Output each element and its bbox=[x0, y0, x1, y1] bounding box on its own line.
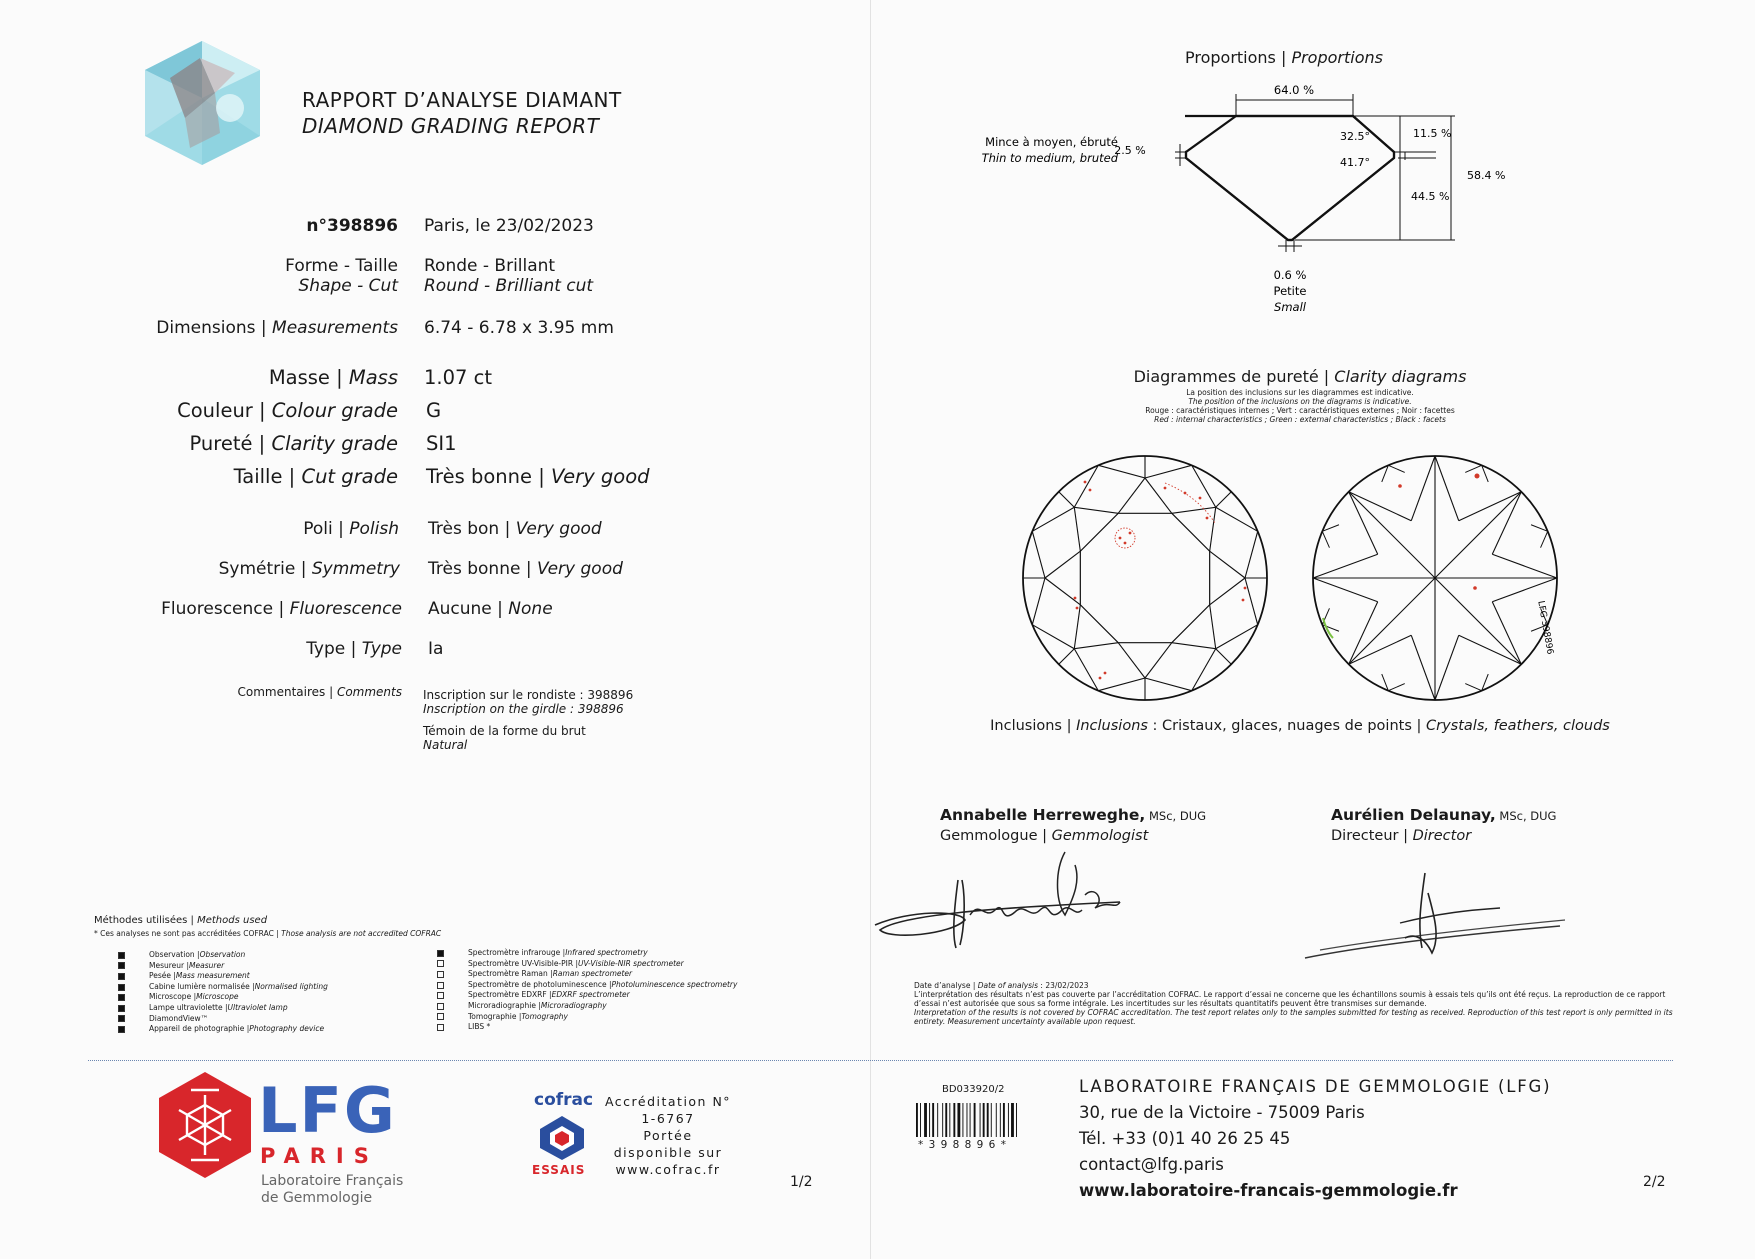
method-item: Spectromètre de photoluminescence | Photoluminescence spectrometry bbox=[437, 980, 737, 991]
inclusion-mark bbox=[1199, 497, 1202, 500]
inclusion-mark bbox=[1089, 489, 1092, 492]
facet-line bbox=[1245, 531, 1258, 578]
table-facet bbox=[1080, 513, 1209, 642]
type-label: Type | Type bbox=[306, 639, 402, 659]
lfg-logo-subtitle: Laboratoire Français de Gemmologie bbox=[261, 1173, 404, 1206]
facet-line bbox=[1032, 578, 1045, 625]
lfg-logo-city: PARIS bbox=[260, 1144, 379, 1168]
facet-line bbox=[1210, 507, 1216, 551]
methods-list-right bbox=[437, 948, 737, 1033]
signatory-2: Aurélien Delaunay, MSc, DUG Directeur | Director bbox=[1331, 806, 1557, 844]
facet-line bbox=[1313, 578, 1378, 602]
facet-line bbox=[1145, 643, 1172, 678]
symmetry-label: Symétrie | Symmetry bbox=[218, 559, 400, 579]
method-item: Appareil de photographie | Photography device bbox=[118, 1024, 328, 1035]
shape-value: Ronde - Brillant Round - Brilliant cut bbox=[424, 256, 594, 296]
culet-pct: 0.6 % bbox=[1273, 268, 1307, 282]
facet-line bbox=[1045, 551, 1080, 578]
barcode-bar bbox=[924, 1103, 927, 1137]
inclusion-mark bbox=[1473, 586, 1477, 590]
barcode-bar bbox=[932, 1103, 934, 1137]
cut-grade-label: Taille | Cut grade bbox=[233, 465, 398, 488]
checked-box-icon bbox=[118, 1015, 125, 1022]
facet-line bbox=[1045, 578, 1080, 605]
pavilion-angle: 41.7° bbox=[1340, 156, 1370, 169]
barcode-text: * 3 9 8 8 9 6 * bbox=[918, 1139, 1007, 1151]
polish-value: Très bon | Very good bbox=[428, 519, 602, 539]
cofrac-accreditation: Accréditation N° 1-6767 Portée disponible sur www.cofrac.fr bbox=[604, 1094, 732, 1177]
facet-line bbox=[1216, 649, 1232, 665]
symmetry-value: Très bonne | Very good bbox=[428, 559, 623, 579]
checked-box-icon bbox=[118, 994, 125, 1001]
facet-line bbox=[1435, 635, 1459, 700]
facet-line bbox=[1349, 492, 1412, 521]
polish-label: Poli | Polish bbox=[303, 519, 399, 539]
facet-line bbox=[1118, 643, 1145, 678]
barcode bbox=[915, 1103, 1040, 1139]
facet-line bbox=[1145, 478, 1172, 513]
facet-line bbox=[1465, 465, 1481, 472]
inclusion-mark bbox=[1242, 599, 1245, 602]
measurements-value: 6.74 - 6.78 x 3.95 mm bbox=[424, 318, 614, 338]
barcode-bar bbox=[929, 1103, 930, 1137]
barcode-bar bbox=[962, 1103, 963, 1137]
checked-box-icon bbox=[118, 962, 125, 969]
facet-line bbox=[1492, 602, 1521, 665]
facet-line bbox=[1145, 678, 1192, 691]
barcode-bar bbox=[949, 1103, 950, 1137]
signature-1 bbox=[870, 840, 1150, 950]
facet-line bbox=[1322, 531, 1329, 547]
proportions-title: Proportions | Proportions bbox=[1185, 48, 1383, 67]
barcode-bar bbox=[957, 1103, 960, 1137]
inclusion-mark bbox=[1076, 607, 1079, 610]
barcode-bar bbox=[1003, 1103, 1005, 1137]
facet-line bbox=[1349, 492, 1435, 578]
empty-box-icon bbox=[437, 971, 444, 978]
facet-line bbox=[1216, 492, 1232, 508]
girdle-inscription: LFG 398896 bbox=[1535, 600, 1555, 656]
facet-line bbox=[1492, 554, 1557, 578]
type-value: Ia bbox=[428, 639, 444, 659]
inclusion-mark bbox=[1124, 542, 1127, 545]
method-item: LIBS * bbox=[437, 1022, 737, 1033]
mass-label: Masse | Mass bbox=[268, 366, 398, 389]
pavilion-depth: 44.5 % bbox=[1411, 190, 1450, 203]
culet-fr: Petite bbox=[1273, 284, 1307, 298]
facet-line bbox=[1492, 578, 1557, 602]
method-item: DiamondView™ bbox=[118, 1014, 328, 1025]
facet-line bbox=[1459, 635, 1522, 664]
method-item: Spectromètre infrarouge | Infrared spectrometry bbox=[437, 948, 737, 959]
total-depth: 58.4 % bbox=[1467, 169, 1506, 182]
proportions-diagram bbox=[960, 80, 1520, 320]
colour-label: Couleur | Colour grade bbox=[177, 399, 398, 422]
crown-angle: 32.5° bbox=[1340, 130, 1370, 143]
facet-line bbox=[1435, 492, 1521, 578]
empty-box-icon bbox=[437, 960, 444, 967]
facet-line bbox=[1210, 551, 1245, 578]
lab-name: LABORATOIRE FRANÇAIS DE GEMMOLOGIE (LFG) bbox=[1079, 1077, 1552, 1096]
method-item: Microradiographie | Microradiography bbox=[437, 1001, 737, 1012]
facet-line bbox=[1411, 456, 1435, 521]
clarity-title: Diagrammes de pureté | Clarity diagrams bbox=[1133, 367, 1467, 386]
barcode-bar bbox=[974, 1103, 976, 1137]
facet-line bbox=[1118, 478, 1145, 513]
method-item: Tomographie | Tomography bbox=[437, 1012, 737, 1023]
facet-line bbox=[1435, 578, 1521, 664]
method-item: Cabine lumière normalisée | Normalised lighting bbox=[118, 982, 328, 993]
checked-box-icon bbox=[118, 984, 125, 991]
inclusion-mark bbox=[1119, 537, 1122, 540]
barcode-bar bbox=[991, 1103, 992, 1137]
empty-box-icon bbox=[437, 1003, 444, 1010]
crown-diagram bbox=[1015, 448, 1275, 708]
page-number-left: 1/2 bbox=[790, 1174, 813, 1190]
barcode-bar bbox=[983, 1103, 985, 1137]
comments-values: Inscription sur le rondiste : 398896 Inscription on the girdle : 398896 Témoin de la forme du brut Natural bbox=[423, 688, 634, 752]
barcode-bar bbox=[953, 1103, 955, 1137]
clarity-notes: La position des inclusions sur les diagrammes est indicative. The position of the inclusions on the diagrams is indicative. Rouge : caractéristiques internes ; Vert : caractéristiques externes ; Noir : facettes Red : internal characteristics ; Green : external characteristics ; Black : facets bbox=[1145, 388, 1455, 424]
cofrac-brand: cofrac bbox=[534, 1090, 594, 1110]
facet-line bbox=[1172, 507, 1216, 513]
checked-box-icon bbox=[118, 952, 125, 959]
table-pct: 64.0 % bbox=[1273, 83, 1315, 97]
empty-box-icon bbox=[437, 992, 444, 999]
method-item: Spectromètre EDXRF | EDXRF spectrometer bbox=[437, 990, 737, 1001]
report-title-fr: RAPPORT D’ANALYSE DIAMANT bbox=[302, 88, 622, 112]
method-item: Microscope | Microscope bbox=[118, 992, 328, 1003]
fluorescence-label: Fluorescence | Fluorescence bbox=[161, 599, 402, 619]
facet-line bbox=[1349, 578, 1435, 664]
checked-box-icon bbox=[437, 950, 444, 957]
footer-divider bbox=[88, 1060, 1673, 1061]
signature-2 bbox=[1300, 868, 1570, 968]
girdle-pct: 2.5 % bbox=[1114, 144, 1146, 157]
inclusion-mark bbox=[1104, 672, 1107, 675]
diamond-hologram-icon bbox=[140, 38, 265, 168]
barcode-bar bbox=[1008, 1103, 1009, 1137]
colour-value: G bbox=[426, 399, 442, 422]
lab-email[interactable]: contact@lfg.paris bbox=[1079, 1155, 1224, 1174]
facet-line bbox=[1349, 492, 1378, 555]
facet-line bbox=[1465, 684, 1481, 691]
method-item: Lampe ultraviolette | Ultraviolet lamp bbox=[118, 1003, 328, 1014]
facet-line bbox=[1074, 507, 1080, 551]
shape-label: Forme - Taille Shape - Cut bbox=[285, 256, 398, 296]
cofrac-logo-icon bbox=[534, 1112, 590, 1162]
methods-list-left bbox=[118, 950, 328, 1035]
comments-label: Commentaires | Comments bbox=[237, 685, 402, 699]
girdle-desc-fr: Mince à moyen, ébruté bbox=[985, 135, 1118, 149]
facet-line bbox=[1313, 554, 1378, 578]
methods-title: Méthodes utilisées | Methods used bbox=[94, 915, 268, 926]
report-number: n°398896 bbox=[306, 216, 398, 236]
empty-box-icon bbox=[437, 982, 444, 989]
empty-box-icon bbox=[437, 1024, 444, 1031]
barcode-bar bbox=[967, 1103, 968, 1137]
facet-line bbox=[1349, 635, 1412, 664]
method-item: Pesée | Mass measurement bbox=[118, 971, 328, 982]
barcode-bar bbox=[1000, 1103, 1001, 1137]
facet-line bbox=[1059, 492, 1075, 508]
inclusion-mark bbox=[1475, 474, 1480, 479]
facet-line bbox=[1172, 643, 1216, 649]
report-place-date: Paris, le 23/02/2023 bbox=[424, 216, 594, 236]
method-item: Spectromètre Raman | Raman spectrometer bbox=[437, 969, 737, 980]
inclusions-line: Inclusions | Inclusions : Cristaux, glaces, nuages de points | Crystals, feathers, clouds bbox=[990, 718, 1610, 734]
facet-line bbox=[1145, 465, 1192, 478]
page-fold bbox=[870, 0, 871, 1259]
facet-line bbox=[1459, 492, 1522, 521]
methods-note: * Ces analyses ne sont pas accréditées COFRAC | Those analysis are not accredited COFRAC bbox=[94, 929, 442, 938]
page-number-right: 2/2 bbox=[1643, 1174, 1666, 1190]
lab-website[interactable]: www.laboratoire-francais-gemmologie.fr bbox=[1079, 1181, 1458, 1200]
cut-grade-value: Très bonne | Very good bbox=[426, 465, 650, 488]
facet-line bbox=[1074, 605, 1080, 649]
inclusion-mark bbox=[1206, 517, 1209, 520]
barcode-bar bbox=[942, 1103, 943, 1137]
cofrac-essais: ESSAIS bbox=[532, 1163, 586, 1177]
method-item: Spectromètre UV-Visible-PIR | UV-Visible-NIR spectrometer bbox=[437, 959, 737, 970]
barcode-bar bbox=[970, 1103, 971, 1137]
barcode-bar bbox=[937, 1103, 938, 1137]
checked-box-icon bbox=[118, 973, 125, 980]
culet-en: Small bbox=[1274, 300, 1306, 314]
facet-line bbox=[1032, 531, 1045, 578]
facet-line bbox=[1435, 456, 1459, 521]
facet-line bbox=[1388, 684, 1404, 691]
facet-line bbox=[1349, 602, 1378, 665]
barcode-id: BD033920/2 bbox=[942, 1084, 1005, 1095]
fluorescence-value: Aucune | None bbox=[428, 599, 553, 619]
method-item: Mesureur | Measurer bbox=[118, 961, 328, 972]
barcode-bar bbox=[1016, 1103, 1017, 1137]
facet-line bbox=[1245, 578, 1258, 625]
method-item: Observation | Observation bbox=[118, 950, 328, 961]
barcode-bar bbox=[1011, 1103, 1014, 1137]
facet-line bbox=[1388, 465, 1404, 472]
facet-line bbox=[1098, 678, 1145, 691]
empty-box-icon bbox=[437, 1013, 444, 1020]
clarity-label: Pureté | Clarity grade bbox=[189, 432, 398, 455]
legal-text: Date d’analyse | Date of analysis : 23/02/2023 L’interprétation des résultats n’est pas couverte par l’accréditation COFRAC. Le rapport d’essai ne concerne que les échantillons soumis à essais tels qu’ils ont été reçus. La reproduction de ce rapport d’essai n’est autorisée que sous sa forme intégrale. Les incertitudes sur les résultats quantitatifs peuvent être transmises sur demande. Interpretation of the results is not covered by COFRAC accreditation. The test report relates only to the samples submitted for testing as received. Reproduction of this test report is only permitted in its entirety. Measurement uncertainty available upon request. bbox=[914, 981, 1673, 1026]
barcode-bar bbox=[996, 1103, 997, 1137]
barcode-bar bbox=[916, 1103, 918, 1137]
inclusion-mark bbox=[1084, 481, 1087, 484]
signatory-1: Annabelle Herreweghe, MSc, DUG Gemmologue | Gemmologist bbox=[940, 806, 1207, 844]
checked-box-icon bbox=[118, 1005, 125, 1012]
facet-line bbox=[1411, 635, 1435, 700]
measurements-label: Dimensions | Measurements bbox=[156, 318, 398, 338]
barcode-bar bbox=[945, 1103, 947, 1137]
checked-box-icon bbox=[118, 1026, 125, 1033]
facet-line bbox=[1098, 465, 1145, 478]
lfg-logo-icon bbox=[155, 1070, 255, 1180]
pavilion-diagram bbox=[1305, 448, 1565, 708]
inclusion-mark bbox=[1398, 484, 1402, 488]
facet-line bbox=[1210, 605, 1216, 649]
barcode-bar bbox=[987, 1103, 989, 1137]
barcode-bar bbox=[980, 1103, 981, 1137]
facet-line bbox=[1074, 507, 1118, 513]
facet-line bbox=[1492, 492, 1521, 555]
facet-line bbox=[1059, 649, 1075, 665]
facet-line bbox=[1074, 643, 1118, 649]
inclusion-mark bbox=[1164, 487, 1167, 490]
clarity-value: SI1 bbox=[426, 432, 457, 455]
mass-value: 1.07 ct bbox=[424, 366, 492, 389]
facet-line bbox=[1541, 531, 1548, 547]
report-title-en: DIAMOND GRADING REPORT bbox=[302, 114, 600, 138]
inclusion-mark bbox=[1244, 587, 1247, 590]
inclusion-mark bbox=[1129, 532, 1132, 535]
facet-line bbox=[1210, 578, 1245, 605]
crown-height: 11.5 % bbox=[1413, 127, 1452, 140]
inclusion-mark bbox=[1099, 677, 1102, 680]
lfg-logo-text: LFG bbox=[258, 1074, 397, 1147]
inclusion-cloud bbox=[1115, 528, 1135, 548]
inclusion-mark bbox=[1074, 597, 1077, 600]
barcode-bar bbox=[920, 1103, 921, 1137]
girdle-desc-en: Thin to medium, bruted bbox=[981, 151, 1118, 165]
lab-address: 30, rue de la Victoire - 75009 Paris bbox=[1079, 1103, 1365, 1122]
lab-phone: Tél. +33 (0)1 40 26 25 45 bbox=[1079, 1129, 1291, 1148]
